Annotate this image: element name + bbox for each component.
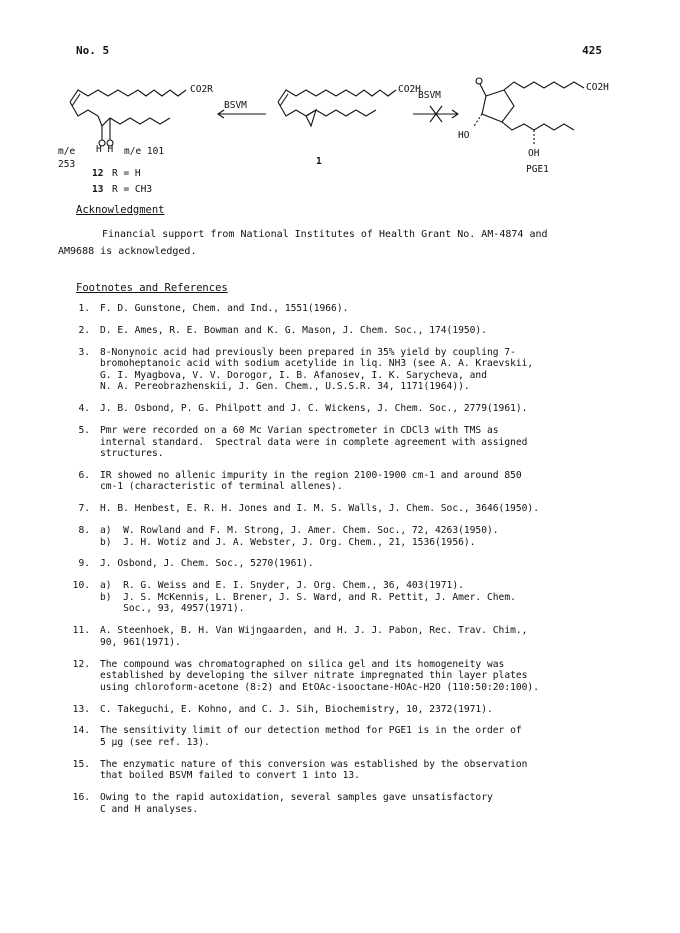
reference-number: 11.: [72, 625, 90, 637]
reference-item: [60, 580, 620, 615]
reference-text: [100, 325, 620, 337]
reference-line: G. I. Myagbova, V. V. Dorogor, I. B. Afanosev, I. K. Sarycheva, and: [100, 369, 487, 381]
mass-right: m/e 101: [124, 146, 165, 157]
reference-text: [100, 725, 620, 748]
reference-line: that boiled BSVM failed to convert 1 into 13.: [100, 770, 360, 782]
hh-label: H H: [96, 144, 114, 155]
middle-substituent: CO2H: [398, 84, 421, 95]
reference-number: 4.: [78, 403, 90, 415]
reference-line: Owing to the rapid autoxidation, several samples gave unsatisfactory: [100, 792, 493, 804]
reference-text: [100, 792, 620, 815]
reference-line: N. A. Pereobrazhenskii, J. Gen. Chem., U.S.S.R. 34, 1171(1964)).: [100, 381, 470, 393]
reference-line: 90, 961(1971).: [100, 636, 181, 648]
reference-line: The sensitivity limit of our detection method for PGE1 is in the order of: [100, 725, 522, 737]
page-number: 425: [582, 44, 602, 57]
reference-line: C and H analyses.: [100, 803, 199, 815]
reference-text: [100, 347, 620, 393]
reference-text: [100, 759, 620, 782]
reference-number: 12.: [72, 658, 90, 670]
reference-line: Soc., 93, 4957(1971).: [100, 603, 245, 615]
reference-line: 5 μg (see ref. 13).: [100, 736, 210, 748]
reference-line: The compound was chromatographed on silica gel and its homogeneity was: [100, 658, 505, 670]
reference-text: [100, 425, 620, 460]
reference-number: 14.: [72, 725, 90, 737]
cyclopentane-ring: [482, 90, 514, 122]
reference-text: [100, 704, 620, 716]
reference-line: a) R. G. Weiss and E. I. Snyder, J. Org. Chem., 36, 403(1971).: [100, 580, 464, 592]
arrow-left-label: BSVM: [224, 100, 247, 111]
mass-left: m/e: [58, 146, 76, 157]
reference-line: IR showed no allenic impurity in the region 2100-1900 cm-1 and around 850: [100, 469, 522, 481]
reference-item: [60, 759, 620, 782]
reference-item: [60, 625, 620, 648]
reference-line: established by developing the silver nitrate impregnated thin layer plates: [100, 670, 528, 682]
acknowledgment-text: [58, 226, 618, 260]
footnotes-title: Footnotes and References: [76, 282, 228, 294]
reference-line: The enzymatic nature of this conversion was established by the observation: [100, 758, 528, 770]
reference-number: 6.: [78, 469, 90, 481]
reference-text: [100, 625, 620, 648]
reference-text: [100, 659, 620, 694]
compound-13-definition: R = CH3: [112, 184, 153, 195]
reference-line: internal standard. Spectral data were in complete agreement with assigned: [100, 436, 528, 448]
reference-item: [60, 659, 620, 694]
reference-number: 16.: [72, 792, 90, 804]
reference-number: 8.: [78, 525, 90, 537]
reference-line: F. D. Gunstone, Chem. and Ind., 1551(1966).: [100, 303, 349, 314]
reference-line: Pmr were recorded on a 60 Mc Varian spectrometer in CDCl3 with TMS as: [100, 424, 499, 436]
reference-text: [100, 303, 620, 315]
reference-item: [60, 425, 620, 460]
compound-13-label: 13: [92, 184, 104, 195]
left-compound-chain: [70, 90, 186, 102]
reference-item: [60, 704, 620, 716]
mass-left-value: 253: [58, 159, 76, 170]
reference-number: 5.: [78, 424, 90, 436]
reference-text: [100, 470, 620, 493]
reference-line: bromoheptanoic acid with sodium acetylide in liq. NH3 (see A. A. Kraevskii,: [100, 358, 534, 370]
reference-item: [60, 325, 620, 337]
reference-text: [100, 558, 620, 570]
reference-number: 7.: [78, 503, 90, 515]
reference-number: 1.: [78, 303, 90, 314]
hydroxyl-left: HO: [458, 130, 470, 141]
compound-12-definition: R = H: [112, 168, 141, 179]
arrow-right-label: BSVM: [418, 90, 441, 101]
reference-line: A. Steenhoek, B. H. Van Wijngaarden, and H. J. J. Pabon, Rec. Trav. Chim.,: [100, 625, 528, 637]
reference-line: structures.: [100, 448, 164, 460]
reference-number: 9.: [78, 558, 90, 570]
right-substituent: CO2H: [586, 82, 609, 93]
reference-item: [60, 347, 620, 393]
issue-number: No. 5: [76, 44, 110, 57]
reference-item: [60, 525, 620, 548]
middle-compound-lower-chain: [278, 102, 376, 116]
acknowledgment-line-1: Financial support from National Institutes of Health Grant No. AM-4874 and: [102, 229, 548, 240]
reference-line: a) W. Rowland and F. M. Strong, J. Amer. Chem. Soc., 72, 4263(1950).: [100, 525, 499, 537]
reference-item: [60, 470, 620, 493]
reference-number: 3.: [78, 346, 90, 358]
reference-line: J. B. Osbond, P. G. Philpott and J. C. Wickens, J. Chem. Soc., 2779(1961).: [100, 403, 528, 415]
reference-line: C. Takeguchi, E. Kohno, and C. J. Sih, Biochemistry, 10, 2372(1971).: [100, 703, 493, 715]
reference-item: [60, 792, 620, 815]
acknowledgment-line-2: AM9688 is acknowledged.: [58, 246, 197, 257]
middle-compound-chain: [278, 90, 396, 102]
reference-number: 10.: [72, 580, 90, 592]
reference-line: b) J. H. Wotiz and J. A. Webster, J. Org. Chem., 21, 1536(1956).: [100, 536, 476, 548]
reference-item: [60, 303, 620, 315]
reaction-scheme: [58, 68, 618, 200]
reference-item: [60, 403, 620, 415]
reference-line: D. E. Ames, R. E. Bowman and K. G. Mason, J. Chem. Soc., 174(1950).: [100, 324, 487, 336]
reference-line: J. Osbond, J. Chem. Soc., 5270(1961).: [100, 558, 314, 570]
reference-item: [60, 558, 620, 570]
right-compound-chain: [504, 82, 584, 90]
reference-number: 2.: [78, 324, 90, 336]
reference-item: [60, 725, 620, 748]
left-substituent: CO2R: [190, 84, 213, 95]
reference-item: [60, 503, 620, 515]
reference-line: 8-Nonynoic acid had previously been prepared in 35% yield by coupling 7-: [100, 346, 516, 358]
reference-number: 13.: [72, 703, 90, 715]
right-compound-lower-chain: [502, 122, 574, 130]
compound-1-label: 1: [316, 156, 322, 167]
reference-line: b) J. S. McKennis, L. Brener, J. S. Ward, and R. Pettit, J. Amer. Chem.: [100, 591, 516, 603]
pge1-label: PGE1: [526, 164, 549, 175]
epoxide-ring: [306, 110, 316, 126]
reference-text: [100, 503, 620, 515]
reference-line: cm-1 (characteristic of terminal allenes).: [100, 481, 343, 493]
reference-text: [100, 403, 620, 415]
reference-number: 15.: [72, 758, 90, 770]
reference-line: using chloroform-acetone (8:2) and EtOAc-isooctane-HOAc-H2O (110:50:20:100).: [100, 681, 539, 693]
references-list: [60, 303, 620, 825]
hydroxyl-right: OH: [528, 148, 540, 159]
reference-text: [100, 525, 620, 548]
left-compound-lower-chain: [70, 102, 170, 126]
compound-12-label: 12: [92, 168, 104, 179]
acknowledgment-title: Acknowledgment: [76, 204, 165, 216]
reference-text: [100, 580, 620, 615]
reference-line: H. B. Henbest, E. R. H. Jones and I. M. S. Walls, J. Chem. Soc., 3646(1950).: [100, 503, 539, 515]
